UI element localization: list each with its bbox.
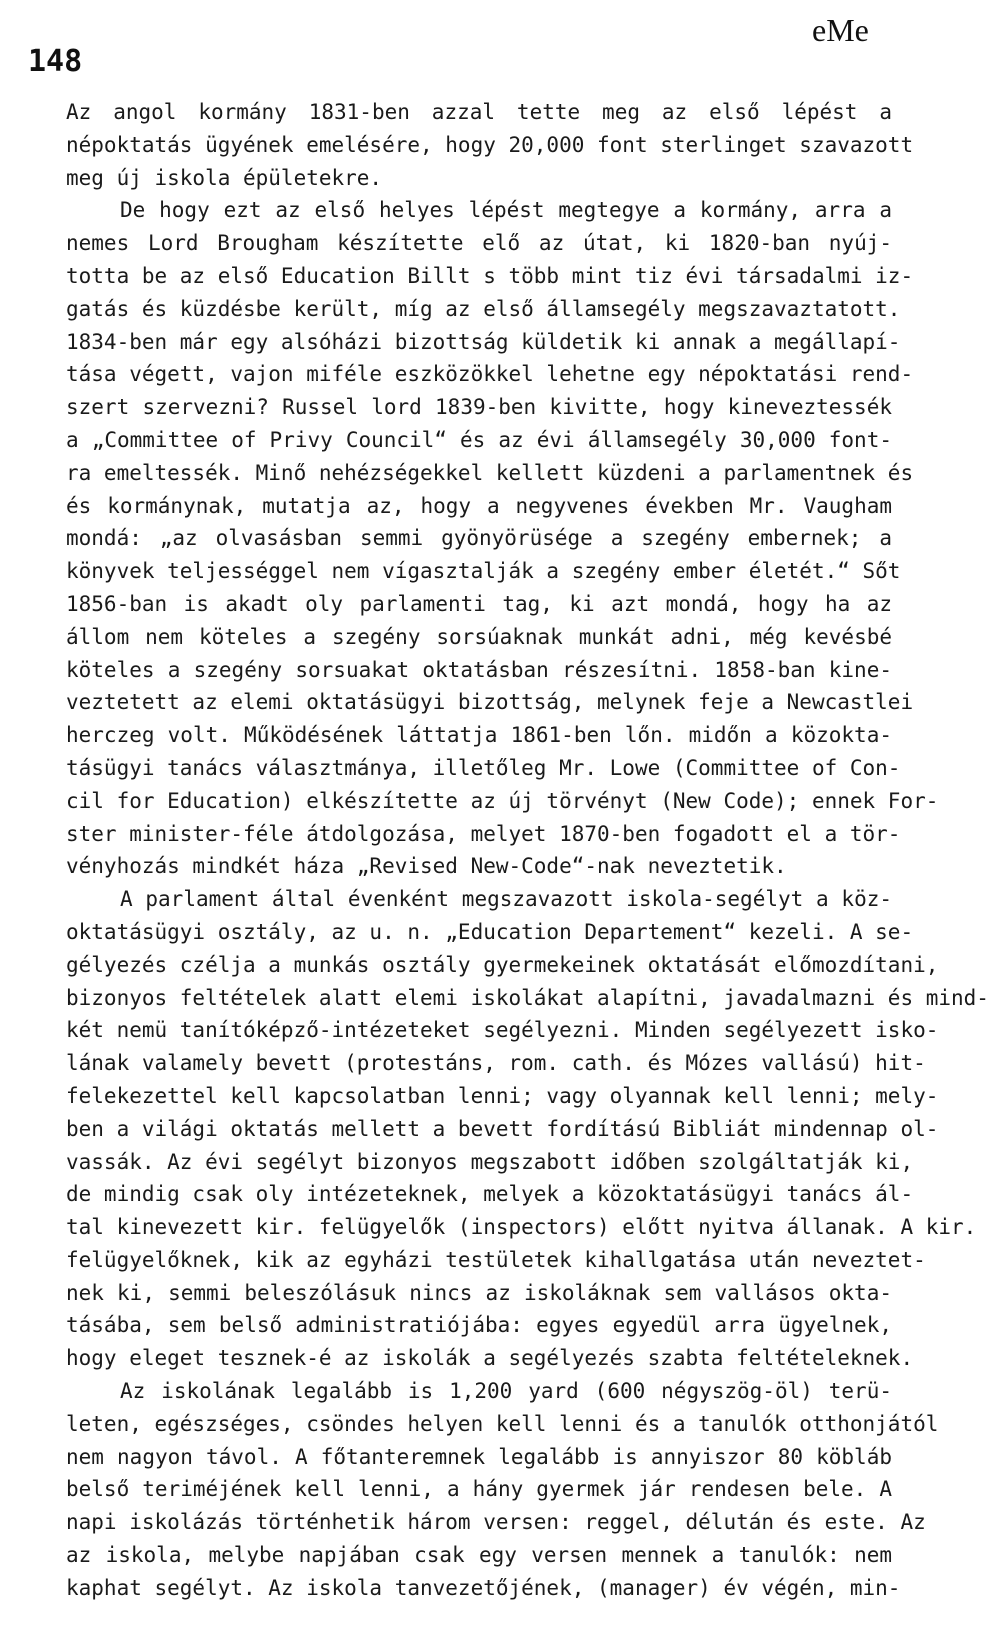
text-line: ra emeltessék. Minő nehézségekkel kellett küzdeni a parlamentnek és bbox=[66, 460, 914, 485]
text-line: állom nem köteles a szegény sorsúaknak munkát adni, még kevésbé bbox=[66, 624, 892, 649]
text-line: felügyelőknek, kik az egyházi testületek kihallgatása után neveztet- bbox=[66, 1247, 926, 1272]
paragraph bbox=[66, 1375, 939, 1605]
text-line: gatás és küzdésbe került, míg az első államsegély megszavaztatott. bbox=[66, 296, 901, 321]
text-line: herczeg volt. Működésének láttatja 1861-ben lőn. midőn a közokta- bbox=[66, 723, 892, 748]
text-line: tal kinevezett kir. felügyelők (inspectors) előtt nyitva állanak. A kir. bbox=[66, 1215, 977, 1240]
text-line: 1834-ben már egy alsóházi bizottság küldetik ki annak a megállapí- bbox=[66, 329, 901, 354]
text-line: kaphat segélyt. Az iskola tanvezetőjének, (manager) év végén, min- bbox=[66, 1575, 901, 1600]
text-line: Az iskolának legalább is 1,200 yard (600 négyszög-öl) terü- bbox=[120, 1379, 892, 1404]
text-line: lának valamely bevett (protestáns, rom. cath. és Mózes vallású) hit- bbox=[66, 1051, 926, 1076]
text-line: hogy eleget tesznek-é az iskolák a segélyezés szabta feltételeknek. bbox=[66, 1346, 914, 1371]
text-line: leten, egészséges, csöndes helyen kell lenni és a tanulók otthonjától bbox=[66, 1411, 939, 1436]
text-line: belső teriméjének kell lenni, a hány gyermek jár rendesen bele. A bbox=[66, 1477, 892, 1502]
text-line: népoktatás ügyének emelésére, hogy 20,000 font sterlinget szavazott bbox=[66, 132, 914, 157]
text-line: az iskola, melybe napjában csak egy versen mennek a tanulók: nem bbox=[66, 1543, 892, 1568]
paragraph bbox=[66, 883, 989, 1375]
text-line: 1856-ban is akadt oly parlamenti tag, ki azt mondá, hogy ha az bbox=[66, 591, 892, 616]
text-line: de mindig csak oly intézeteknek, melyek a közoktatásügyi tanács ál- bbox=[66, 1182, 914, 1207]
paragraph bbox=[66, 194, 939, 883]
text-line: a „Committee of Privy Council“ és az évi államsegély 30,000 font- bbox=[66, 427, 892, 452]
text-line: tásába, sem belső administratiójába: egyes egyedül arra ügyelnek, bbox=[66, 1313, 892, 1338]
text-line: Az angol kormány 1831-ben azzal tette meg az első lépést a bbox=[66, 100, 892, 124]
text-line: cil for Education) elkészítette az új törvényt (New Code); ennek For- bbox=[66, 788, 939, 813]
text-line: vényhozás mindkét háza „Revised New-Code“-nak neveztetik. bbox=[66, 854, 787, 879]
text-line: tásügyi tanács választmánya, illetőleg Mr. Lowe (Committee of Con- bbox=[66, 755, 901, 780]
text-line: oktatásügyi osztály, az u. n. „Education Departement“ kezeli. A se- bbox=[66, 919, 914, 944]
paragraph bbox=[66, 96, 914, 194]
text-line: bizonyos feltételek alatt elemi iskolákat alapítni, javadalmazni és mind- bbox=[66, 985, 989, 1010]
text-line: tása végett, vajon miféle eszközökkel lehetne egy népoktatási rend- bbox=[66, 362, 914, 387]
text-line: vassák. Az évi segélyt bizonyos megszabott időben szolgáltatják ki, bbox=[66, 1149, 914, 1174]
library-logo bbox=[812, 12, 869, 49]
text-line: mondá: „az olvasásban semmi gyönyörüsége a szegény embernek; a bbox=[66, 526, 892, 551]
text-line: A parlament által évenként megszavazott iskola-segélyt a köz- bbox=[120, 887, 892, 912]
text-line: napi iskolázás történhetik három versen: reggel, délután és este. Az bbox=[66, 1510, 926, 1535]
text-line: felekezettel kell kapcsolatban lenni; vagy olyannak kell lenni; mely- bbox=[66, 1083, 939, 1108]
text-line: könyvek teljességgel nem vígasztalják a szegény ember életét.“ Sőt bbox=[66, 559, 901, 584]
library-logo-text: eMe bbox=[812, 12, 869, 48]
text-line: ben a világi oktatás mellett a bevett fordítású Bibliát mindennap ol- bbox=[66, 1116, 939, 1141]
text-line: nemes Lord Brougham készítette elő az útat, ki 1820-ban nyúj- bbox=[66, 231, 892, 256]
text-line: meg új iskola épületekre. bbox=[66, 165, 383, 190]
text-line: ster minister-féle átdolgozása, melyet 1870-ben fogadott el a tör- bbox=[66, 821, 901, 846]
body-text bbox=[66, 96, 989, 1605]
text-line: veztetett az elemi oktatásügyi bizottság, melynek feje a Newcastlei bbox=[66, 690, 914, 715]
text-line: De hogy ezt az első helyes lépést megtegye a kormány, arra a bbox=[120, 198, 892, 223]
text-line: és kormánynak, mutatja az, hogy a negyvenes években Mr. Vaugham bbox=[66, 493, 892, 518]
text-line: köteles a szegény sorsuakat oktatásban részesítni. 1858-ban kine- bbox=[66, 657, 892, 682]
text-line: nek ki, semmi beleszólásuk nincs az iskoláknak sem vallásos okta- bbox=[66, 1280, 892, 1305]
text-line: nem nagyon távol. A főtanteremnek legalább is annyiszor 80 köbláb bbox=[66, 1444, 892, 1469]
text-line: szert szervezni? Russel lord 1839-ben kivitte, hogy kineveztessék bbox=[66, 395, 892, 420]
text-line: gélyezés czélja a munkás osztály gyermekeinek oktatását előmozdítani, bbox=[66, 952, 939, 977]
text-line: totta be az első Education Billt s több mint tiz évi társadalmi iz- bbox=[66, 263, 914, 288]
page-number: 148 bbox=[28, 44, 83, 79]
text-line: két nemü tanítóképző-intézeteket segélyezni. Minden segélyezett isko- bbox=[66, 1018, 939, 1043]
